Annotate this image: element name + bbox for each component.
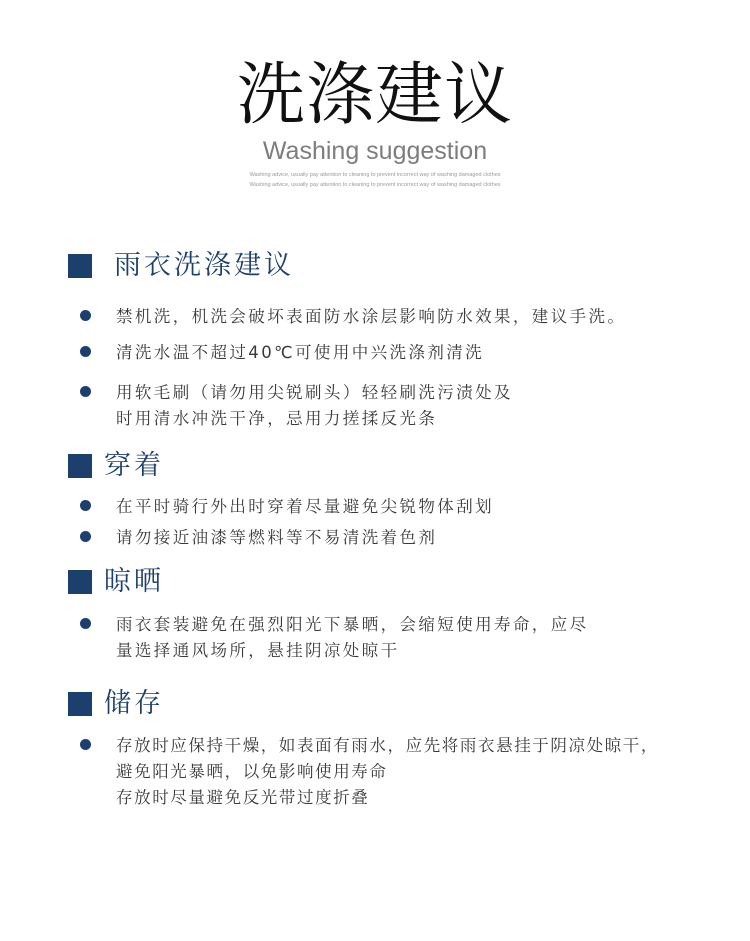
square-bullet-icon bbox=[68, 692, 92, 716]
section-title: 晾晒 bbox=[104, 566, 164, 597]
section-heading-washing bbox=[68, 246, 294, 286]
section-title: 雨衣洗涤建议 bbox=[114, 250, 294, 281]
section-heading-drying bbox=[68, 562, 164, 602]
section-title: 储存 bbox=[104, 688, 164, 719]
item-text: 存放时应保持干燥，如表面有雨水，应先将雨衣悬挂于阴凉处晾干， bbox=[116, 736, 659, 755]
list-item bbox=[80, 380, 740, 432]
list-item bbox=[80, 525, 740, 551]
dot-bullet-icon bbox=[80, 310, 91, 321]
dot-bullet-icon bbox=[80, 346, 91, 357]
square-bullet-icon bbox=[68, 454, 92, 478]
list-item bbox=[80, 733, 740, 811]
item-text: 清洗水温不超过40℃可使用中兴洗涤剂清洗 bbox=[116, 343, 485, 362]
page-subtitle: Washing suggestion bbox=[262, 137, 488, 165]
item-text: 用软毛刷（请勿用尖锐刷头）轻轻刷洗污渍处及 bbox=[116, 383, 513, 402]
item-text: 在平时骑行外出时穿着尽量避免尖锐物体刮划 bbox=[116, 497, 494, 516]
square-bullet-icon bbox=[68, 254, 92, 278]
item-text: 量选择通风场所，悬挂阴凉处晾干 bbox=[116, 641, 400, 660]
item-text: 时用清水冲洗干净，忌用力搓揉反光条 bbox=[116, 409, 438, 428]
item-text: 请勿接近油漆等燃料等不易清洗着色剂 bbox=[116, 528, 438, 547]
dot-bullet-icon bbox=[80, 618, 91, 629]
dot-bullet-icon bbox=[80, 500, 91, 511]
dot-bullet-icon bbox=[80, 386, 91, 397]
square-bullet-icon bbox=[68, 570, 92, 594]
tagline: Washing advice, usually pay attention to cleaning to prevent incorrect way of washing damaged clothes bbox=[249, 172, 501, 178]
section-heading-storage bbox=[68, 684, 164, 724]
dot-bullet-icon bbox=[80, 531, 91, 542]
list-item bbox=[80, 612, 740, 664]
list-item bbox=[80, 340, 740, 366]
list-item bbox=[80, 494, 740, 520]
tagline: Washing advice, usually pay attention to cleaning to prevent incorrect way of washing damaged clothes bbox=[249, 182, 501, 188]
item-text: 存放时尽量避免反光带过度折叠 bbox=[116, 788, 370, 807]
section-title: 穿着 bbox=[104, 450, 164, 481]
item-text: 雨衣套装避免在强烈阳光下暴晒，会缩短使用寿命，应尽 bbox=[116, 615, 589, 634]
dot-bullet-icon bbox=[80, 739, 91, 750]
page-title: 洗涤建议 bbox=[236, 56, 513, 135]
item-text: 禁机洗，机洗会破坏表面防水涂层影响防水效果，建议手洗。 bbox=[116, 307, 627, 326]
section-heading-wearing bbox=[68, 446, 164, 486]
list-item bbox=[80, 304, 740, 330]
item-text: 避免阳光暴晒，以免影响使用寿命 bbox=[116, 762, 388, 781]
